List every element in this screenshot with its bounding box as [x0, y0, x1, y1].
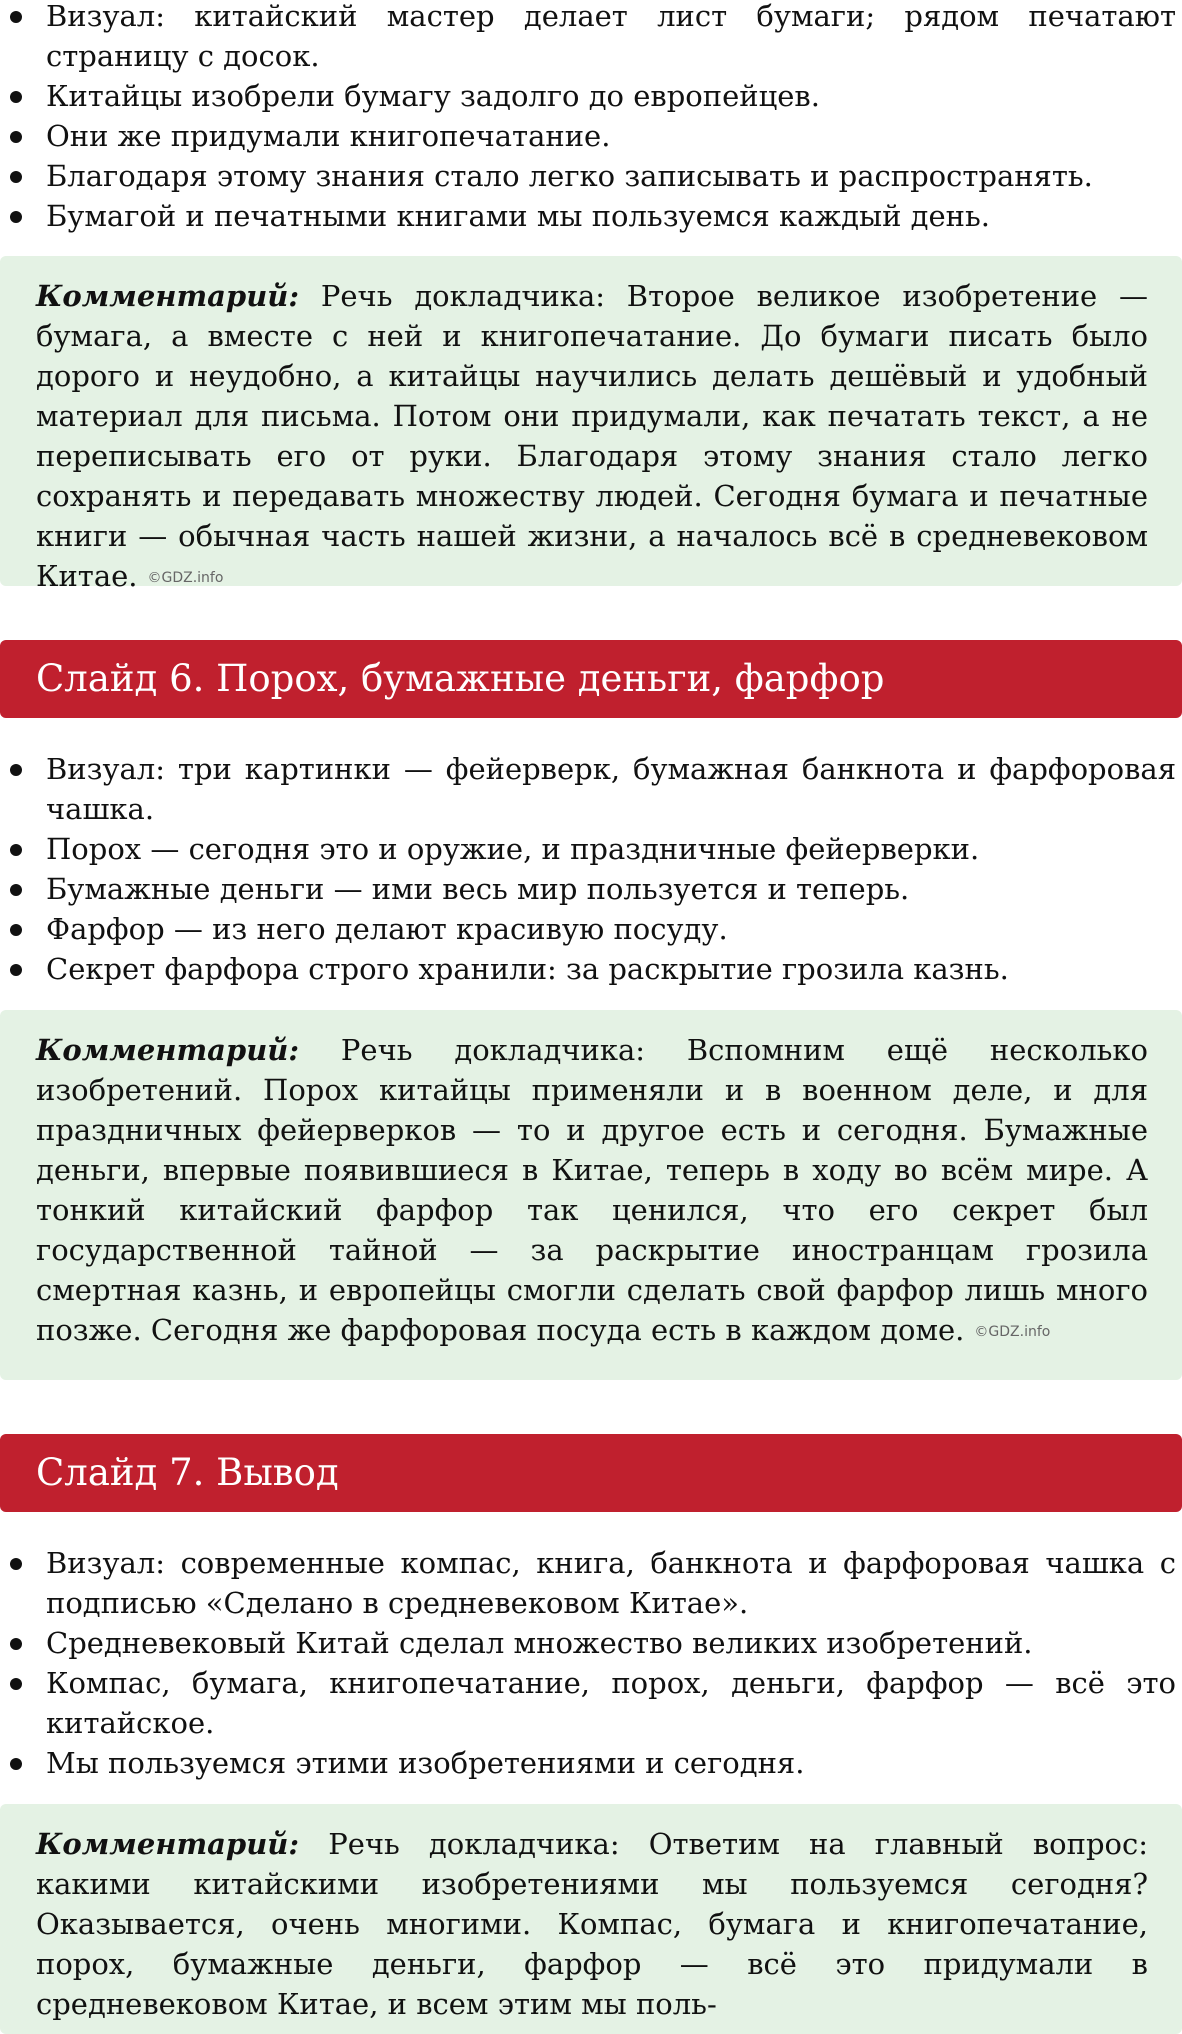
bullet-list	[0, 0, 1182, 236]
comment-box	[0, 1010, 1182, 1380]
list-item: Китайцы изобрели бумагу задолго до европейцев.	[0, 76, 1182, 116]
slide-7-bullets	[0, 1543, 1182, 1783]
bullet-icon	[10, 1638, 22, 1650]
bullet-list	[0, 749, 1182, 989]
bullet-icon	[10, 844, 22, 856]
comment-label: Комментарий:	[36, 1033, 300, 1067]
list-item: Они же придумали книгопечатание.	[0, 116, 1182, 156]
comment-box	[0, 256, 1182, 593]
bullet-icon	[10, 764, 22, 776]
bullet-icon	[10, 171, 22, 183]
list-item: Мы пользуемся этими изобретениями и сегодня.	[0, 1743, 1182, 1783]
comment-label: Комментарий:	[36, 279, 300, 313]
watermark-mark: ©GDZ.info	[974, 1324, 1051, 1340]
list-item: Компас, бумага, книгопечатание, порох, деньги, фарфор — всё это китайское.	[0, 1663, 1182, 1743]
list-item: Секрет фарфора строго хранили: за раскрытие грозила казнь.	[0, 949, 1182, 989]
comment-text: Речь докладчика: Ответим на главный вопрос: какими китайскими изобретениями мы пользуемся сегодня? Оказывается, очень многими. Компас, бумага и книгопечатание, порох, бумажные деньги, фарфор — всё это придумали в средневековом Китае, и всем этим мы поль-	[36, 1827, 1148, 2021]
list-item: Благодаря этому знания стало легко записывать и распространять.	[0, 156, 1182, 196]
bullet-icon	[10, 211, 22, 223]
comment-label: Комментарий:	[36, 1827, 300, 1861]
comment-box	[0, 1804, 1182, 2034]
list-item: Визуал: китайский мастер делает лист бумаги; рядом печатают страницу с досок.	[0, 0, 1182, 76]
bullet-icon	[10, 11, 22, 23]
bullet-icon	[10, 964, 22, 976]
slide-6-title: Слайд 6. Порох, бумажные деньги, фарфор	[36, 657, 885, 700]
bullet-icon	[10, 1678, 22, 1690]
list-item: Визуал: современные компас, книга, банкнота и фарфоровая чашка с подписью «Сделано в средневековом Китае».	[0, 1543, 1182, 1623]
watermark-mark: ©GDZ.info	[147, 570, 224, 586]
bullet-list	[0, 1543, 1182, 1783]
comment-text: Речь докладчика: Второе великое изобретение — бумага, а вместе с ней и книгопечатание. До бумаги писать было дорого и неудобно, а китайцы научились делать дешёвый и удобный материал для письма. Потом они придумали, как печатать текст, а не переписывать его от руки. Благодаря этому знания стало легко сохранять и передавать множеству людей. Сегодня бумага и печатные книги — обычная часть нашей жизни, а началось всё в средневековом Китае.	[36, 279, 1148, 593]
bullet-icon	[10, 91, 22, 103]
list-item: Средневековый Китай сделал множество великих изобретений.	[0, 1623, 1182, 1663]
slide-6-bullets	[0, 749, 1182, 989]
slide-7-header	[0, 1434, 1182, 1512]
slide-7-title: Слайд 7. Вывод	[36, 1451, 339, 1494]
list-item: Бумажные деньги — ими весь мир пользуется и теперь.	[0, 869, 1182, 909]
list-item: Фарфор — из него делают красивую посуду.	[0, 909, 1182, 949]
bullet-icon	[10, 1558, 22, 1570]
bullet-icon	[10, 131, 22, 143]
comment-text: Речь докладчика: Вспомним ещё несколько изобретений. Порох китайцы применяли и в военном деле, и для праздничных фейерверков — то и другое есть и сегодня. Бумажные деньги, впервые появившиеся в Китае, теперь в ходу во всём мире. А тонкий китайский фарфор так ценился, что его секрет был государственной тайной — за раскрытие иностранцам грозила смертная казнь, и европейцы смогли сделать свой фарфор лишь много позже. Сегодня же фарфоровая посуда есть в каждом доме.	[36, 1033, 1148, 1347]
section-paper-bullets	[0, 0, 1182, 236]
bullet-icon	[10, 924, 22, 936]
bullet-icon	[10, 1758, 22, 1770]
list-item: Визуал: три картинки — фейерверк, бумажная банкнота и фарфоровая чашка.	[0, 749, 1182, 829]
slide-6-header	[0, 640, 1182, 718]
bullet-icon	[10, 884, 22, 896]
list-item: Порох — сегодня это и оружие, и праздничные фейерверки.	[0, 829, 1182, 869]
list-item: Бумагой и печатными книгами мы пользуемся каждый день.	[0, 196, 1182, 236]
